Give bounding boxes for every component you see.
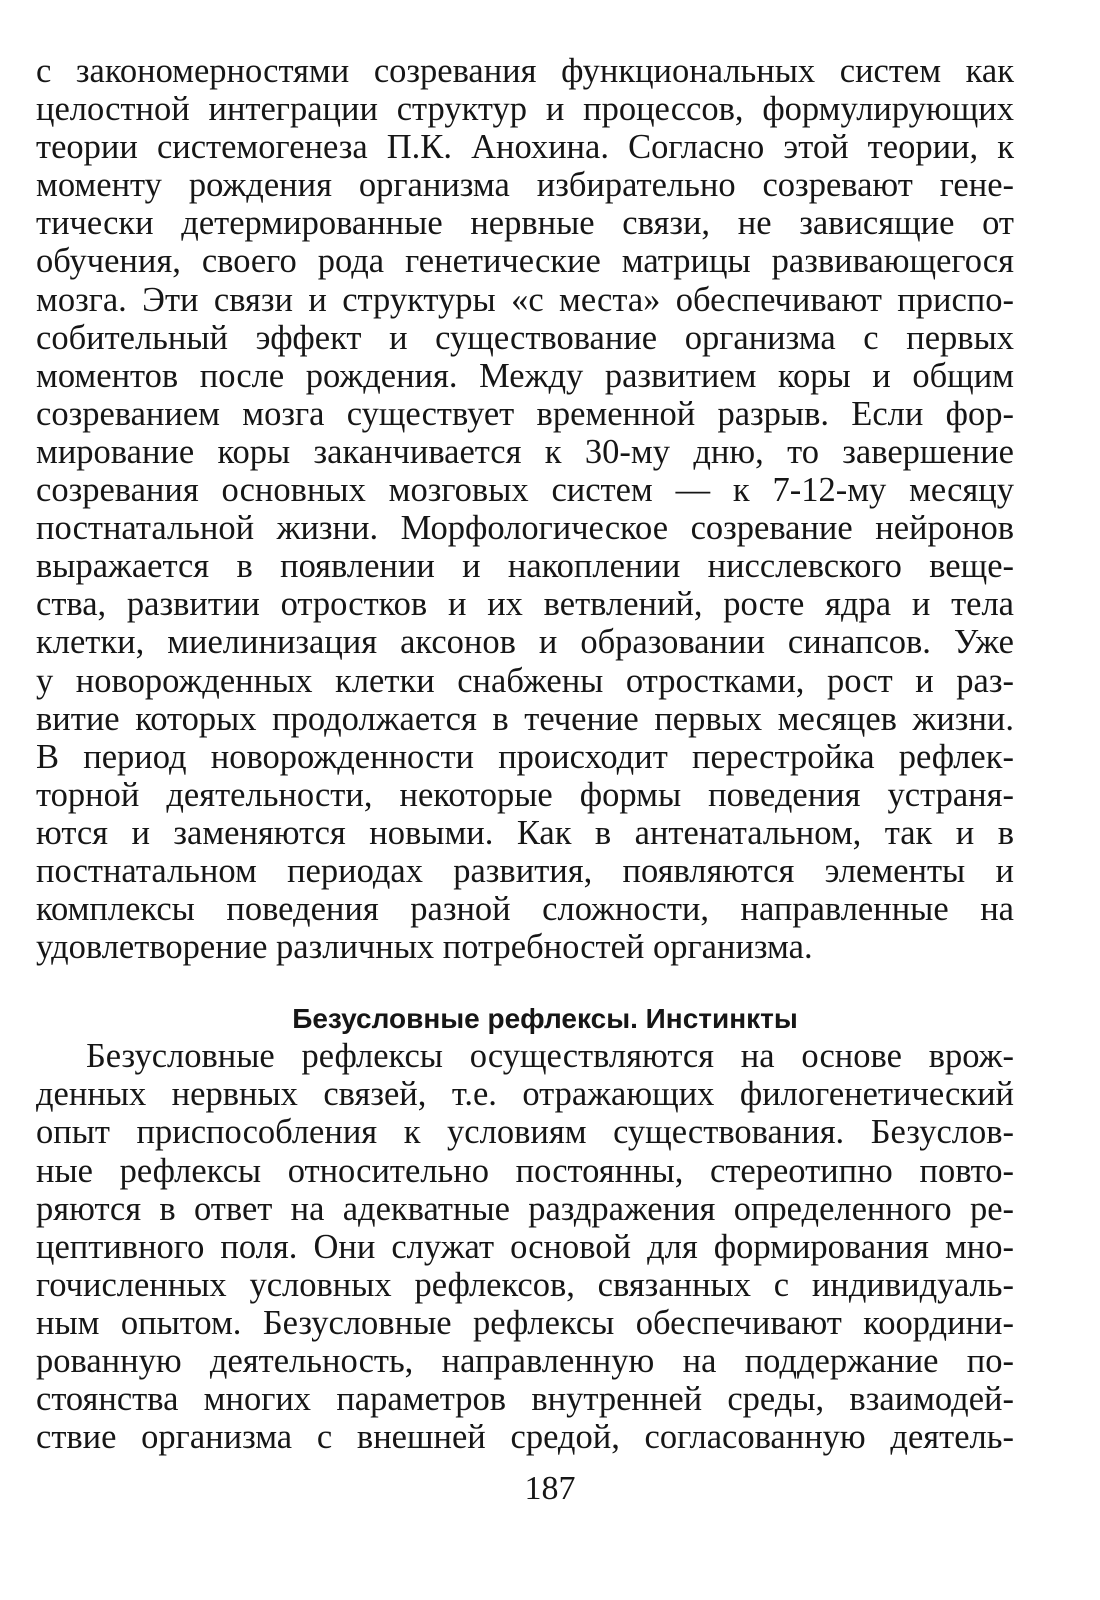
text-line: мозга. Эти связи и структуры «с места» обеспечивают приспо- bbox=[36, 280, 1014, 319]
text-line: ствие организма с внешней средой, согласованную деятель- bbox=[36, 1418, 1014, 1457]
text-line: витие которых продолжается в течение первых месяцев жизни. bbox=[36, 699, 1014, 738]
text-line: клетки, миелинизация аксонов и образовании синапсов. Уже bbox=[36, 623, 1014, 662]
text-line: стоянства многих параметров внутренней среды, взаимодей- bbox=[36, 1380, 1014, 1419]
text-line: целостной интеграции структур и процессов, формулирующих bbox=[36, 90, 1014, 129]
paragraph-2 bbox=[36, 1037, 1014, 1456]
section-spacer bbox=[36, 966, 1014, 1003]
text-line: выражается в появлении и накоплении нисслевского веще- bbox=[36, 547, 1014, 586]
paragraph-1 bbox=[36, 52, 1014, 966]
text-line: цептивного поля. Они служат основой для формирования мно- bbox=[36, 1227, 1014, 1266]
text-line: собительный эффект и существование организма с первых bbox=[36, 318, 1014, 357]
page-body bbox=[36, 52, 1014, 1456]
text-line: ются и заменяются новыми. Как в антенатальном, так и в bbox=[36, 813, 1014, 852]
text-line: денных нервных связей, т.е. отражающих филогенетический bbox=[36, 1075, 1014, 1114]
text-line: ряются в ответ на адекватные раздражения определенного ре- bbox=[36, 1189, 1014, 1228]
page-number: 187 bbox=[524, 1470, 576, 1507]
text-line: В период новорожденности происходит перестройка рефлек- bbox=[36, 737, 1014, 776]
text-line: обучения, своего рода генетические матрицы развивающегося bbox=[36, 242, 1014, 281]
text-line: тически детермированные нервные связи, не зависящие от bbox=[36, 204, 1014, 243]
text-line: моменту рождения организма избирательно созревают гене- bbox=[36, 166, 1014, 205]
text-line: постнатальной жизни. Морфологическое созревание нейронов bbox=[36, 509, 1014, 548]
text-line: с закономерностями созревания функциональных систем как bbox=[36, 52, 1014, 90]
text-line: моментов после рождения. Между развитием коры и общим bbox=[36, 356, 1014, 395]
text-line: комплексы поведения разной сложности, направленные на bbox=[36, 890, 1014, 929]
text-line: Безусловные рефлексы осуществляются на основе врож- bbox=[86, 1037, 1014, 1076]
text-line: торной деятельности, некоторые формы поведения устраня- bbox=[36, 775, 1014, 814]
text-line: ства, развитии отростков и их ветвлений, росте ядра и тела bbox=[36, 585, 1014, 624]
text-line: созревания основных мозговых систем — к 7-12-му месяцу bbox=[36, 471, 1014, 510]
text-line: у новорожденных клетки снабжены отростками, рост и раз- bbox=[36, 661, 1014, 700]
text-line: удовлетворение различных потребностей организма. bbox=[36, 928, 813, 967]
text-line: теории системогенеза П.К. Анохина. Согласно этой теории, к bbox=[36, 128, 1014, 167]
text-line: созреванием мозга существует временной разрыв. Если фор- bbox=[36, 394, 1014, 433]
text-line: гочисленных условных рефлексов, связанных с индивидуаль- bbox=[36, 1265, 1014, 1304]
text-line: ным опытом. Безусловные рефлексы обеспечивают координи- bbox=[36, 1303, 1014, 1342]
text-line: опыт приспособления к условиям существования. Безуслов- bbox=[36, 1113, 1014, 1152]
text-line: мирование коры заканчивается к 30-му дню, то завершение bbox=[36, 432, 1014, 471]
text-line: постнатальном периодах развития, появляются элементы и bbox=[36, 851, 1014, 890]
text-line: рованную деятельность, направленную на поддержание по- bbox=[36, 1342, 1014, 1380]
section-heading: Безусловные рефлексы. Инстинкты bbox=[292, 1003, 798, 1035]
text-line: ные рефлексы относительно постоянны, стереотипно повто- bbox=[36, 1151, 1014, 1190]
